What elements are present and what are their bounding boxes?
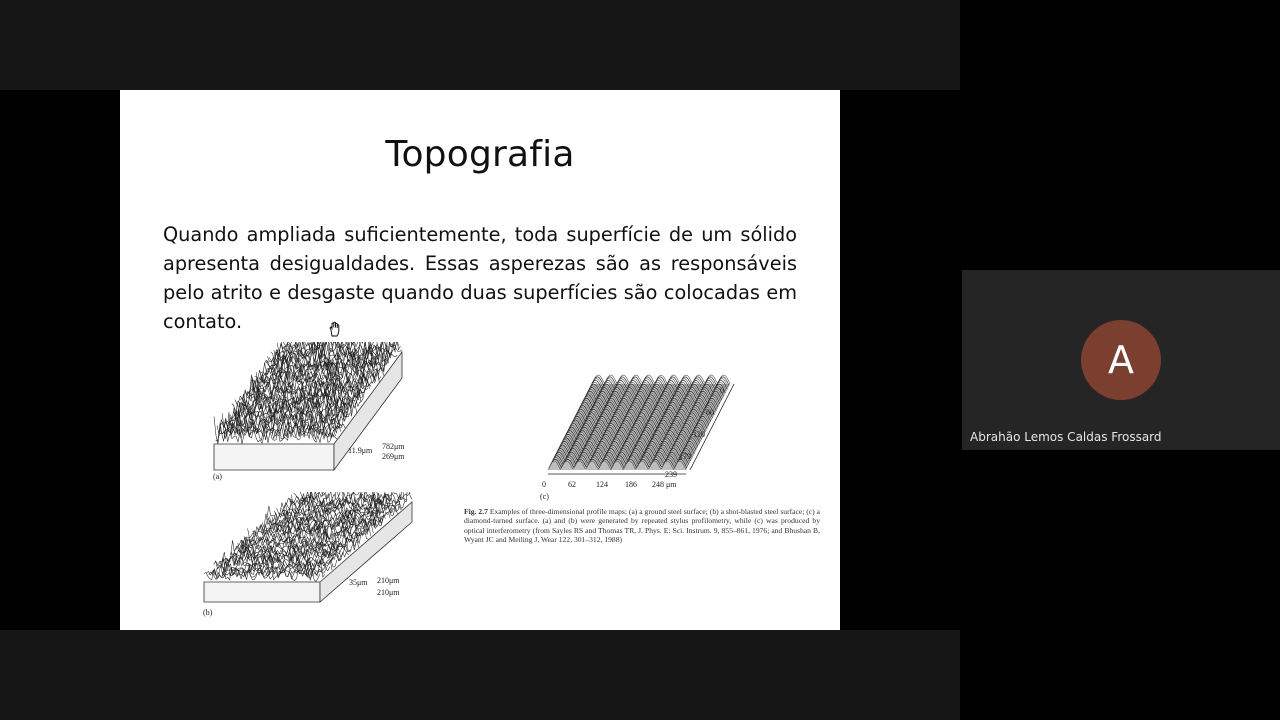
- figure-c-x-tick-2: 124: [596, 480, 608, 489]
- figure-c-label: (c): [540, 492, 549, 501]
- figure-c-y-tick-2: 120: [693, 430, 705, 439]
- figure-c-y-tick-0: 0: [720, 386, 724, 395]
- stage-bottom-bar: [0, 630, 960, 720]
- figure-caption-text: Examples of three-dimensional profile maps: (a) a ground steel surface; (b) a shot-blasted steel surface; (c) a diamond-turned surface. (a) and (b) were generated by repeated stylus profilometry, while (c) was produced by optical interferometry (from Sayles RS and Thomas TR, J. Phys. E: Sci. Instrum. 9, 855–861, 1976; and Bhushan B, Wyant JC and Meiling J, Wear 122, 301–312, 1988): [464, 507, 821, 545]
- figure-c-y-tick-4: 239: [665, 470, 677, 479]
- figure-c-x-tick-0: 0: [542, 480, 546, 489]
- figure-b-height-dim: 35μm: [349, 578, 368, 587]
- figure-c-x-tick-4: 248 μm: [652, 480, 677, 489]
- figure-a-label: (a): [213, 472, 222, 481]
- figure-b-dim-1: 210μm: [377, 576, 400, 585]
- hand-cursor-icon: [327, 321, 343, 337]
- figure-a-height-dim: 11.9μm: [348, 446, 373, 455]
- figure-a-dim-1: 782μm: [382, 442, 405, 451]
- figure-b-dim-2: 210μm: [377, 588, 400, 597]
- figure-a-dim-2: 269μm: [382, 452, 405, 461]
- figure-c-y-tick-1: 60: [706, 408, 714, 417]
- figure-c-diamond-turned-surface: [530, 370, 770, 505]
- figure-c-x-tick-3: 186: [625, 480, 637, 489]
- figure-c-y-tick-3: 179: [679, 452, 691, 461]
- figure-caption-ref: Fig. 2.7: [464, 507, 488, 516]
- figure-b-label: (b): [203, 608, 213, 617]
- figure-b-shot-blasted-surface: [202, 492, 422, 630]
- figure-c-x-tick-1: 62: [568, 480, 576, 489]
- participant-tile[interactable]: [962, 270, 1280, 450]
- participant-name: Abrahão Lemos Caldas Frossard: [970, 430, 1162, 444]
- slide-title: Topografia: [385, 134, 575, 175]
- shared-screen-slide: [120, 90, 840, 630]
- participant-avatar: A: [1081, 320, 1161, 400]
- slide-body-text: Quando ampliada suficientemente, toda superfície de um sólido apresenta desigualdades. Essas asperezas são as responsáveis pelo atrito e desgaste quando duas superfícies são colocadas em contato.: [163, 223, 797, 333]
- stage-top-bar: [0, 0, 960, 90]
- figure-caption: [464, 507, 820, 545]
- figure-a-ground-steel-surface: [202, 342, 422, 482]
